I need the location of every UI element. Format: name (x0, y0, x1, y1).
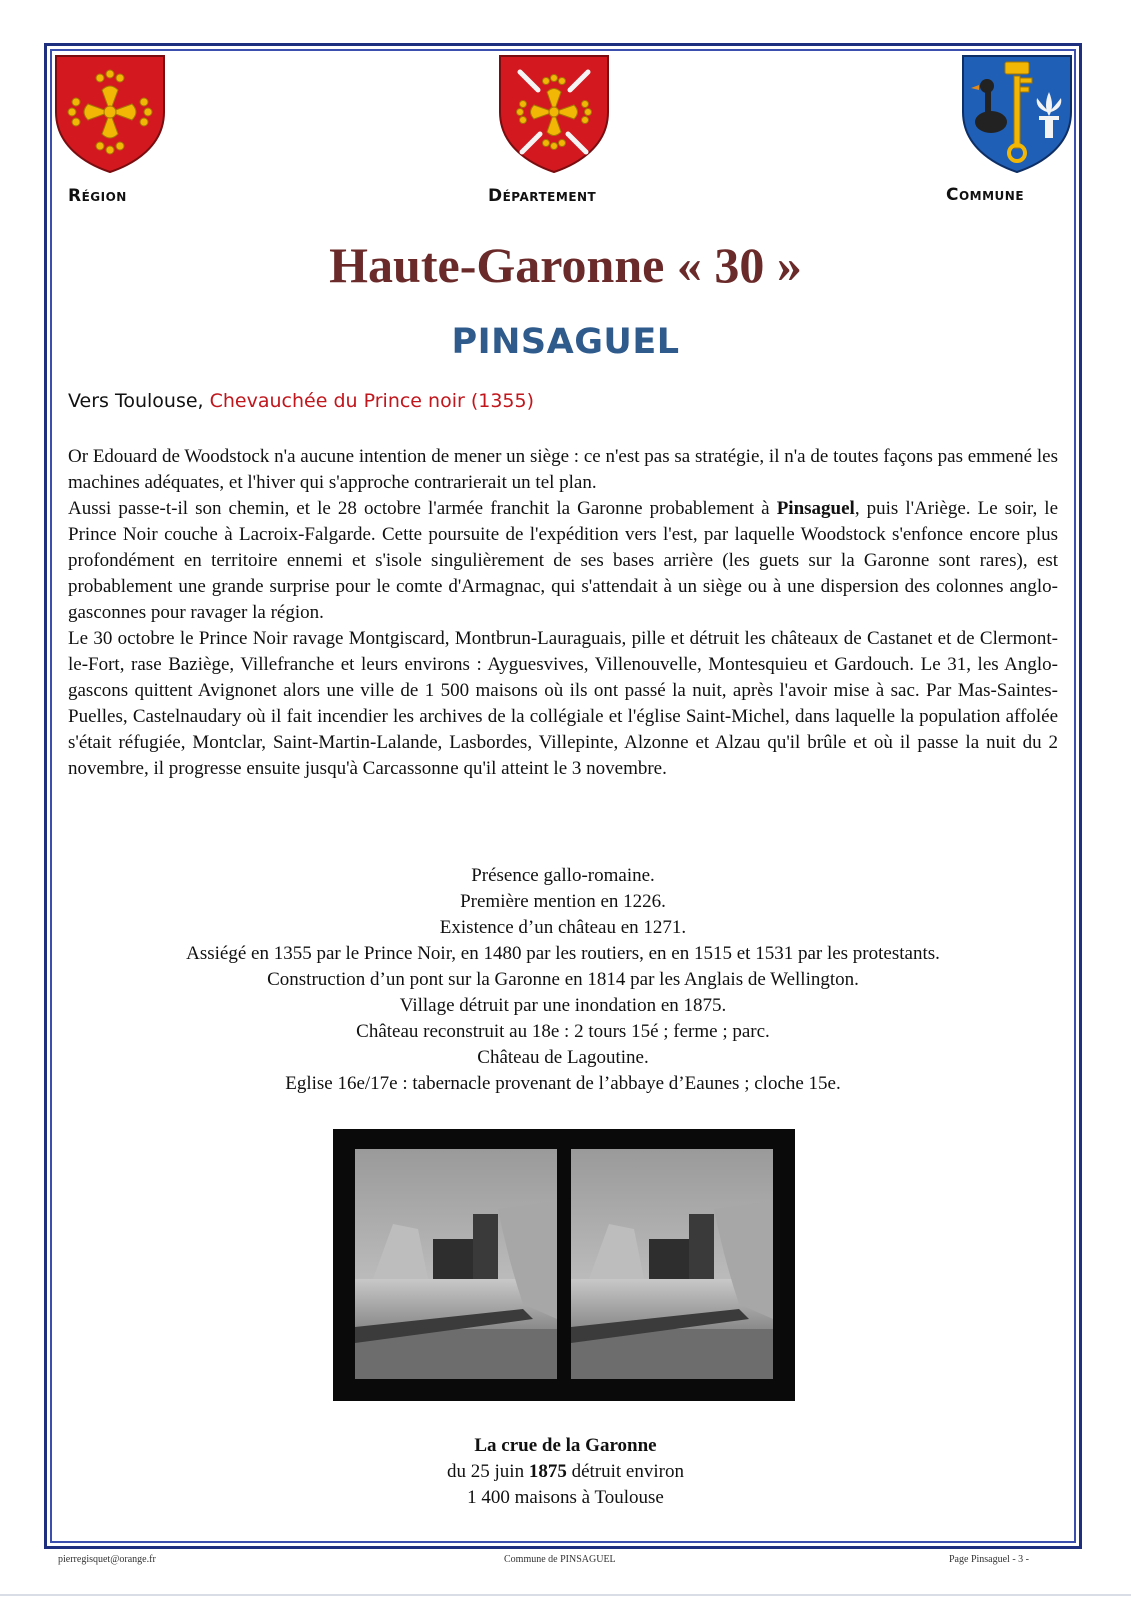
region-crest (54, 54, 166, 174)
photo-caption (0, 1433, 1131, 1511)
fact-line: Construction d’un pont sur la Garonne en 1814 par les Anglais de Wellington. (267, 969, 859, 990)
fact-line: Eglise 16e/17e : tabernacle provenant de l’abbaye d’Eaunes ; cloche 15e. (285, 1073, 841, 1094)
department-label: Département (488, 186, 597, 206)
paragraph-1: Or Edouard de Woodstock n'a aucune intention de mener un siège : ce n'est pas sa stratégie, il n'a de toutes façons pas emmené les machines adéquates, et l'hiver qui s'approche contrarierait un tel plan. (68, 446, 1058, 493)
paragraph-3: Le 30 octobre le Prince Noir ravage Montgiscard, Montbrun-Lauraguais, pille et détruit les châteaux de Castanet et de Clermont-le-Fort, rase Baziège, Villefranche et leurs environs : Ayguesvives, Villenouvelle, Montesquieu et Gardouch. Le 31, les Anglo-gascons quittent Avignonet alors une ville de 1 500 maisons où ils ont passé la nuit, après l'avoir mise à sac. Par Mas-Saintes-Puelles, Castelnaudary où il fait incendier les archives de la collégiale et l'église Saint-Michel, dans laquelle la population affolée s'était réfugiée, Montclar, Saint-Martin-Lalande, Lasbordes, Villepinte, Alzonne et Alzau qu'il brûle et où il passe la nuit du 2 novembre, il progresse ensuite jusqu'à Carcassonne qu'il atteint le 3 novembre. (68, 628, 1058, 779)
section-heading-prefix: Vers Toulouse, (68, 390, 210, 412)
footer-page-number: Page Pinsaguel - 3 - (949, 1554, 1029, 1565)
footer-email: pierregisquet@orange.fr (58, 1554, 156, 1565)
paragraph-2 (68, 496, 1058, 626)
fact-line: Assiégé en 1355 par le Prince Noir, en 1480 par les routiers, en en 1515 et 1531 par les protestants. (186, 943, 940, 964)
caption-year: 1875 (528, 1461, 567, 1482)
fact-line: Présence gallo-romaine. (471, 865, 655, 886)
broken-bridge-stereo-image (333, 1129, 795, 1401)
fact-line: Existence d’un château en 1271. (439, 917, 687, 938)
flood-photograph (333, 1129, 795, 1401)
history-text (68, 444, 1058, 782)
commune-shield-icon (961, 54, 1073, 174)
caption-line-2 (0, 1459, 1131, 1485)
commune-name: PINSAGUEL (451, 322, 680, 362)
footer-divider (0, 1594, 1131, 1596)
occitan-cross-shield-icon (54, 54, 166, 174)
region-label: Région (68, 186, 127, 206)
footer-commune: Commune de PINSAGUEL (504, 1554, 616, 1565)
department-shield-icon (498, 54, 610, 174)
caption-line-2-end: détruit environ (566, 1461, 684, 1482)
fact-line: Château de Lagoutine. (477, 1047, 649, 1068)
section-heading-highlight: Chevauchée du Prince noir (1355) (209, 390, 535, 412)
department-crest (498, 54, 610, 174)
commune-label: Commune (946, 185, 1025, 205)
paragraph-2-bold: Pinsaguel (776, 498, 855, 519)
facts-list (68, 863, 1058, 1097)
commune-crest (961, 54, 1073, 174)
caption-title: La crue de la Garonne (474, 1435, 657, 1456)
caption-line-2-start: du 25 juin (447, 1461, 529, 1482)
paragraph-2-start: Aussi passe-t-il son chemin, et le 28 octobre l'armée franchit la Garonne probablement à (68, 498, 777, 519)
fact-line: Château reconstruit au 18e : 2 tours 15é ; ferme ; parc. (356, 1021, 770, 1042)
fact-line: Village détruit par une inondation en 1875. (399, 995, 727, 1016)
fact-line: Première mention en 1226. (460, 891, 666, 912)
caption-line-3: 1 400 maisons à Toulouse (467, 1487, 664, 1508)
page-title: Haute-Garonne « 30 » (329, 237, 802, 293)
paragraph-2-end: , puis l'Ariège. Le soir, le Prince Noir couche à Lacroix-Falgarde. Cette poursuite de l'expédition vers l'est, par laquelle Woodstock s'enfonce encore plus profondément en territoire ennemi et s'isole singulièrement de ses bases arrière (les guets sur la Garonne sont rares), est probablement une grande surprise pour le comte d'Armagnac, qui s'attendait à un siège ou à une dispersion des colonnes anglo-gasconnes pour ravager la région. (68, 498, 1059, 623)
section-heading (68, 390, 534, 412)
